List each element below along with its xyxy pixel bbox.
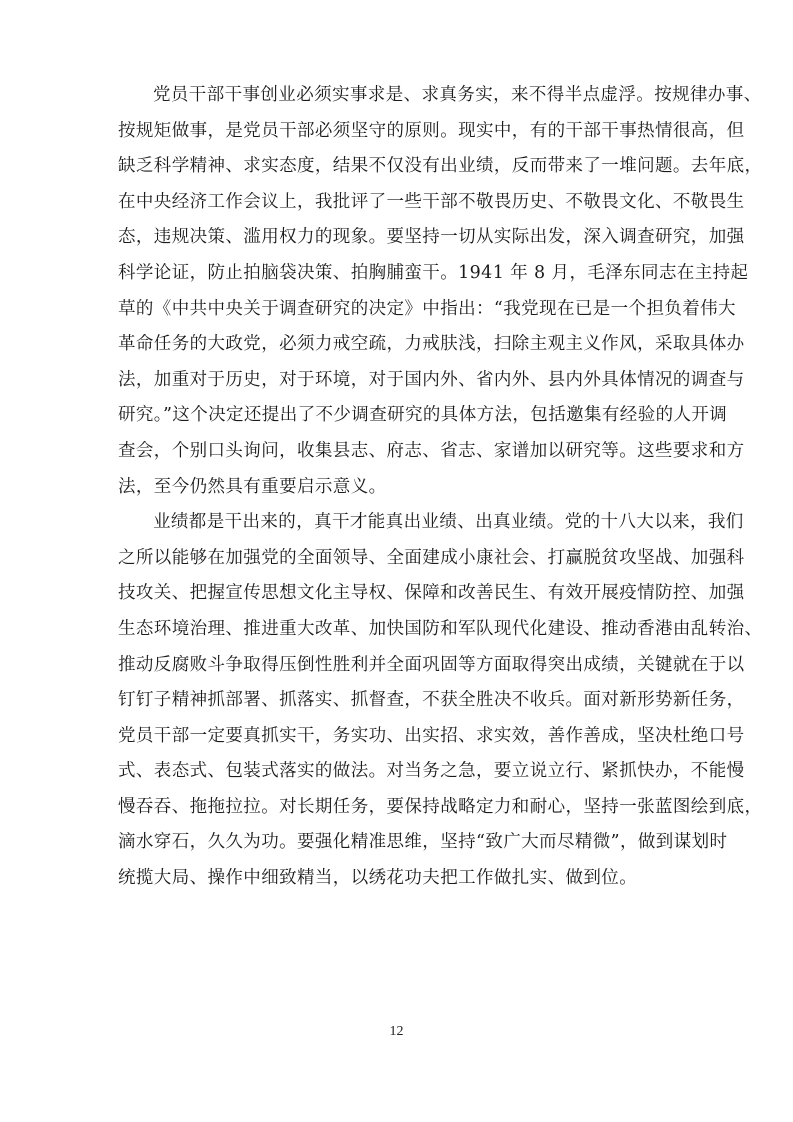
paragraph-line: 查会，个别口头询问，收集县志、府志、省志、家谱加以研究等。这些要求和方 xyxy=(118,440,745,461)
paragraph-line: 草的《中共中央关于调查研究的决定》中指出：“我党现在已是一个担负着伟大 xyxy=(118,298,736,319)
paragraph-line: 之所以能够在加强党的全面领导、全面建成小康社会、打赢脱贫攻坚战、加强科 xyxy=(118,547,745,568)
paragraph-line: 生态环境治理、推进重大改革、加快国防和军队现代化建设、推动香港由乱转治、 xyxy=(118,618,763,639)
page-number: 12 xyxy=(389,1024,404,1039)
paragraph-line: 慢吞吞、拖拖拉拉。对长期任务，要保持战略定力和耐心，坚持一张蓝图绘到底， xyxy=(118,796,763,817)
paragraph-line: 态，违规决策、滥用权力的现象。要坚持一切从实际出发，深入调查研究，加强 xyxy=(118,227,745,248)
paragraph-line: 革命任务的大政党，必须力戒空疏，力戒肤浅，扫除主观主义作风，采取具体办 xyxy=(118,334,745,355)
paragraph-line: 缺乏科学精神、求实态度，结果不仅没有出业绩，反而带来了一堆问题。去年底， xyxy=(118,156,763,177)
paragraph-line: 法，至今仍然具有重要启示意义。 xyxy=(118,476,387,497)
paragraph-line: 党员干部一定要真抓实干，务实功、出实招、求实效，善作善成，坚决杜绝口号 xyxy=(118,725,745,746)
paragraph-line: 党员干部干事创业必须实事求是、求真务实，来不得半点虚浮。按规律办事、 xyxy=(153,85,762,105)
paragraph-line: 业绩都是干出来的，真干才能真出业绩、出真业绩。党的十八大以来，我们 xyxy=(153,512,744,533)
paragraph-line: 钉钉子精神抓部署、抓落实、抓督查，不获全胜决不收兵。面对新形势新任务， xyxy=(118,690,745,711)
paragraph-line: 法，加重对于历史，对于环境，对于国内外、省内外、县内外具体情况的调查与 xyxy=(118,369,745,390)
paragraph-line: 技攻关、把握宣传思想文化主导权、保障和改善民生、有效开展疫情防控、加强 xyxy=(118,583,745,604)
paragraph-line: 统揽大局、操作中细致精当，以绣花功夫把工作做扎实、做到位。 xyxy=(118,868,638,889)
paragraph-line: 科学论证，防止拍脑袋决策、拍胸脯蛮干。1941 年 8 月，毛泽东同志在主持起 xyxy=(118,262,749,283)
body-text xyxy=(118,78,763,897)
paragraph-line: 式、表态式、包装式落实的做法。对当务之急，要立说立行、紧抓快办，不能慢 xyxy=(118,761,745,782)
paragraph-1 xyxy=(118,78,763,505)
paragraph-line: 在中央经济工作会议上，我批评了一些干部不敬畏历史、不敬畏文化、不敬畏生 xyxy=(118,191,745,212)
paragraph-line: 推动反腐败斗争取得压倒性胜利并全面巩固等方面取得突出成绩，关键就在于以 xyxy=(118,654,745,675)
paragraph-line: 研究。”这个决定还提出了不少调查研究的具体方法，包括邀集有经验的人开调 xyxy=(118,405,728,426)
paragraph-line: 滴水穿石，久久为功。要强化精准思维，坚持“致广大而尽精微”，做到谋划时 xyxy=(118,832,728,853)
paragraph-line: 按规矩做事，是党员干部必须坚守的原则。现实中，有的干部干事热情很高，但 xyxy=(118,120,745,141)
paragraph-2 xyxy=(118,505,763,897)
